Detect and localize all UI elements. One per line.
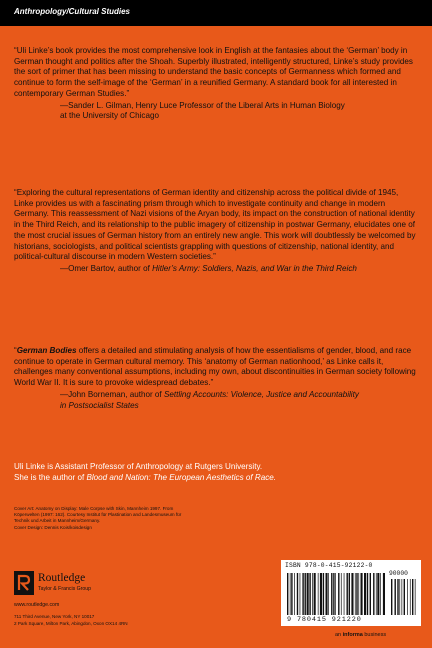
barcode-bar [355,573,356,615]
barcode-bar [364,573,366,615]
barcode-addon-bar [412,579,413,615]
attribution-book-title: Settling Accounts: Violence, Justice and Accountability [163,389,359,399]
barcode-bar [377,573,379,615]
quote-attribution-cont: at the University of Chicago [60,111,159,121]
barcode-addon-bar [402,579,403,615]
barcode-bar [314,573,316,615]
publisher-group: Taylor & Francis Group [38,586,92,592]
credit-line: Cover Art: Anatomy on Display: Male Corpse with Skin, Mannheim 1997. From [14,506,174,511]
barcode-bar [344,573,345,615]
bio-prefix: She is the author of [14,473,87,482]
barcode-bar [349,573,350,615]
endorsement-gilman [14,46,418,122]
barcode-bar [347,573,348,615]
barcode-bar [309,573,310,615]
barcode-bar [297,573,298,615]
book-title: German Bodies [16,346,77,355]
credit-line: Technik und Arbeit in Mannheim/Germany. [14,518,101,524]
bio-line [14,472,418,483]
endorsement-bartov [14,188,418,275]
barcode-bar [320,573,322,615]
bio-book-title: Blood and Nation: The European Aesthetics of Race. [86,473,277,482]
barcode-bar [333,573,334,615]
barcode-bar [376,573,377,615]
barcode-addon-bar [397,579,398,615]
barcode-addon-bar [391,579,392,615]
open-quote: “ [14,346,17,355]
informa-prefix: an [335,632,343,638]
quote-attribution: —Sander L. Gilman, Henry Luce Professor of the Liberal Arts in Human Biology [60,100,345,110]
quote-attribution [60,264,418,275]
barcode-bar [380,573,381,615]
barcode-bar [307,573,309,615]
informa-suffix: business [362,632,387,638]
barcode-bar [373,573,374,615]
barcode-addon-bar [399,579,400,615]
barcode-addon-bar [404,579,405,615]
publisher-addresses [14,613,128,627]
quote-body: offers a detailed and stimulating analysis of how the essentialisms of gender, blood, and race continue to operate in German cultural memory. This ‘anatomy of German nationhood,’ as Linke calls it, challenges many conventional assumptions, including my own, about discontinuities in German society following World War II. It is sure to provoke widespread debates.” [14,346,416,388]
quote-attribution-cont [60,401,418,412]
quote-attribution [60,390,418,401]
barcode-bar [302,573,303,615]
barcode-bar [305,573,306,615]
endorsement-borneman [14,346,418,411]
barcode-bar [356,573,357,615]
routledge-logo-icon [14,571,34,595]
attribution-book-title-cont: in Postsocialist States [60,400,139,410]
attribution-prefix: —Omer Bartov, author of [60,263,153,273]
barcode-bar [358,573,359,615]
quote-text [14,346,418,389]
barcode-bar [370,573,371,615]
quote-text: “Exploring the cultural representations of German identity and citizenship across the political divide of 1945, Linke provides us with a fascinating prism through which to investigate continuity and change in modern Germany. This reassessment of Nazi visions of the Aryan body, its impact on the construction of national identity in the Third Reich, and its relationship to the public imagery of citizenship in postwar Germany, elucidates one of the most crucial issues of German history from an entirely new angle. This work will doubtlessly be welcomed by historians, sociologists, and political scientists grappling with questions of citizenship, national identity, and political-cultural discourse in modern Western societies.” [14,188,416,262]
credit-line: Cover Design: Dennis Kois/koisdesign [14,524,92,530]
address-line: 2 Park Square, Milton Park, Abingdon, Oxon OX14 4RN [14,621,128,626]
barcode-addon-digits: 90000 [389,570,408,577]
barcode-bar [383,573,385,615]
isbn-barcode [281,560,421,626]
cover-credits [14,506,314,531]
barcode-bar [331,573,332,615]
barcode-bar [312,573,313,615]
barcode-bar [290,573,291,615]
quote-text: “Uli Linke’s book provides the most comprehensive look in English at the fantasies about the ‘German’ body in German thought and politics after the Shoah. Superbly illustrated, intelligently structured, Linke’s study provides the sort of primer that has been missing to understand the basic concepts of Germanness which formed and continue to form the self-image of the ‘German’ in a reunified Germany. A standard book for all interested in contemporary German Studies.” [14,46,413,98]
barcode-bar [318,573,319,615]
barcode-bar [328,573,329,615]
barcode-bar [294,573,295,615]
bio-line: Uli Linke is Assistant Professor of Anthropology at Rutgers University. [14,462,263,471]
barcode-bar [326,573,328,615]
attribution-book-title: Hitler’s Army: Soldiers, Nazis, and War in the Third Reich [152,263,357,273]
attribution-prefix: —John Borneman, author of [60,389,164,399]
address-line: 711 Third Avenue, New York, NY 10017 [14,614,95,619]
informa-tagline [335,632,386,638]
barcode-addon-bar [410,579,411,615]
barcode-addon-bar [415,579,416,615]
barcode-addon-bar [395,579,396,615]
publisher-url: www.routledge.com [14,602,60,608]
barcode-bar [341,573,342,615]
informa-brand: informa [342,632,363,638]
barcode-bar [323,573,324,615]
barcode-bar [291,573,292,615]
barcode-addon-bar [407,579,408,615]
barcode-bar [287,573,288,615]
isbn-label: ISBN 978-0-415-92122-0 [285,562,373,569]
credit-line: Köperwelten (1997: 162). Courtesy Institut für Plastination and Landesmuseum für [14,512,182,518]
barcode-bar [338,573,339,615]
barcode-bar [367,573,368,615]
barcode-bars [285,571,417,617]
author-bio [14,461,418,483]
barcode-bar [335,573,336,615]
barcode-bar [351,573,353,615]
publisher-name: Routledge [38,572,86,584]
category-bar [0,0,432,26]
barcode-bar [300,573,301,615]
category-label: Anthropology/Cultural Studies [14,7,130,16]
barcode-bar [361,573,363,615]
barcode-digits: 9 780415 921220 [287,616,362,624]
